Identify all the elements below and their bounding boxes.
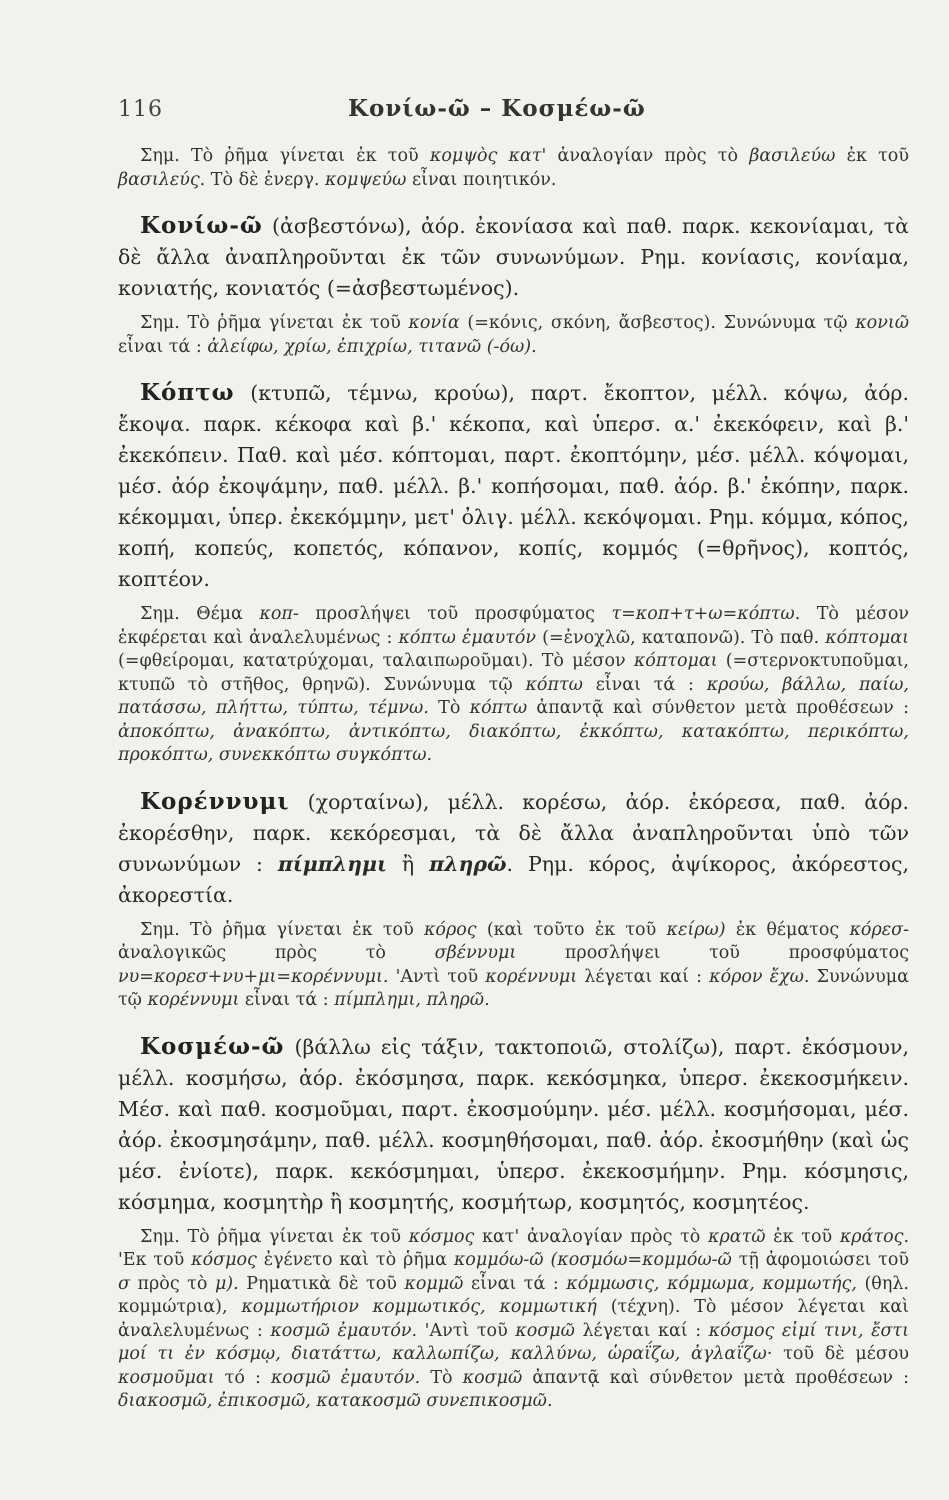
text: ἀπαντᾷ καὶ σύνθετον μετὰ προθέσεων : <box>527 698 909 718</box>
text: ἀπαντᾷ καὶ σύνθετον μετὰ προθέσεων : <box>522 1367 909 1388</box>
italic-text: κομψεύω <box>325 169 407 190</box>
italic-text: κράτος <box>839 1226 904 1247</box>
text: προσλήψει τοῦ προσφύματος <box>516 943 910 963</box>
bold-italic-text: πληρῶ <box>429 851 507 876</box>
italic-text: κρούω, βάλλω, παίω, πατάσσω, πλήττω, τύπτω, τέμνω. <box>118 674 909 718</box>
text: 'Αντὶ τοῦ <box>417 1320 516 1341</box>
italic-text: νυ=κορεσ+νυ+μι=κορέννυμι. <box>118 966 389 987</box>
entry-korennymi <box>118 786 909 911</box>
text: . Τὸ μέσον ἐκφέρεται καὶ ἀναλελυμένως : <box>118 604 909 648</box>
italic-text: τ=κοπ+τ+ω=κόπτω <box>611 604 795 624</box>
text: (θηλ. κομμώτρια), <box>118 1273 909 1317</box>
entry-konio <box>118 210 909 304</box>
entry-kosmeo <box>118 1031 909 1218</box>
italic-text: κόρος <box>423 919 477 940</box>
lemma: Κοσμέω-ῶ <box>140 1032 285 1060</box>
text: . 'Εκ τοῦ <box>118 1226 910 1270</box>
text: (=φθείρομαι, κατατρύχομαι, ταλαιπωροῦμαι). Τὸ μέσον <box>118 651 634 671</box>
entry-body: (ἀσβεστόνω), ἀόρ. ἐκονίασα καὶ παθ. παρκ. κεκονίαμαι, τὰ δὲ ἄλλα ἀναπληροῦνται ἐκ τῶν συνωνύμων. Ρημ. κονίασις, κονίαμα, κονιατής, κονιατός (=ἀσβεστωμένος). <box>118 214 909 300</box>
text: Σημ. Τὸ ῥῆμα γίνεται ἐκ τοῦ <box>140 1226 409 1247</box>
italic-text: διακοσμῶ, ἐπικοσμῶ, κατακοσμῶ συνεπικοσμῶ. <box>118 1391 553 1411</box>
italic-text: κόπτω ἐμαυτόν <box>398 627 537 648</box>
italic-text: κόπτω <box>525 674 583 695</box>
entry-body: ἢ <box>386 851 430 876</box>
italic-text: κομμωτήριον κομμωτικός, κομμωτική <box>241 1297 597 1317</box>
text: Τὸ <box>420 1367 463 1388</box>
italic-text: κονιῶ <box>855 313 909 333</box>
text: ἐκ τοῦ <box>765 1226 840 1247</box>
text: προσλήψει τοῦ προσφύματος <box>298 604 612 624</box>
text: Συνώνυμα τῷ <box>118 966 909 1010</box>
lemma: Κορέννυμι <box>140 787 290 815</box>
italic-text: κοπ- <box>259 604 299 624</box>
lemma: Κόπτω <box>140 379 235 406</box>
italic-text: κομψὸς κατ' <box>429 146 547 166</box>
text: τοῦ δὲ μέσου <box>772 1344 909 1364</box>
text: (=στερνοκτυποῦμαι, κτυπῶ τὸ στῆθος, θρηνῶ). Συνώνυμα τῷ <box>118 651 909 695</box>
text: κατ' ἀναλογίαν πρὸς τὸ <box>474 1226 709 1247</box>
italic-text: σβέννυμι <box>434 943 517 963</box>
italic-text: κόσμος <box>191 1250 257 1270</box>
text: (καὶ τοῦτο ἐκ τοῦ <box>476 919 667 940</box>
note-kompseuo <box>118 145 909 192</box>
text: (τέχνη). Τὸ μέσον λέγεται καὶ ἀναλελυμένως : <box>118 1297 910 1341</box>
italic-text: κοσμῶ <box>515 1320 575 1341</box>
italic-text: κόσμος εἰμί τινι, ἔστι μοί τι ἐν κόσμῳ, διατάττω, καλλωπίζω, καλλύνω, ὡραΐζω, ἀγλαΐζω· <box>118 1320 909 1364</box>
italic-text: κόπτομαι <box>633 651 718 671</box>
italic-text: βασιλεύω <box>749 146 836 166</box>
italic-text: κορέννυμι <box>485 966 578 987</box>
note-kopto <box>118 603 909 768</box>
italic-text: κρατῶ <box>708 1226 766 1247</box>
italic-text: κομμῶ <box>404 1273 464 1294</box>
text: τό : <box>214 1367 271 1388</box>
italic-text: ἀλείφω, χρίω, ἐπιχρίω, τιτανῶ (-όω). <box>207 336 537 357</box>
text: ἐγένετο καὶ τὸ ῥῆμα <box>256 1250 454 1270</box>
italic-text: κοσμοῦμαι <box>118 1367 215 1388</box>
italic-text: βασιλεύς <box>118 169 200 190</box>
italic-text: κόρεσ- <box>849 919 909 940</box>
text: εἶναι τά : <box>118 336 208 357</box>
text: Σημ. Τὸ ῥῆμα γίνεται ἐκ τοῦ <box>140 146 430 166</box>
entry-body: (βάλλω εἰς τάξιν, τακτοποιῶ, στολίζω), παρτ. ἐκόσμουν, μέλλ. κοσμήσω, ἀόρ. ἐκόσμησα, παρκ. κεκόσμηκα, ὑπερσ. ἐκεκοσμήκειν. Μέσ. καὶ παθ. κοσμοῦμαι, παρτ. ἐκοσμούμην. μέσ. μέλλ. κοσμήσομαι, μέσ. ἀόρ. ἐκοσμησάμην, παθ. μέλλ. κοσμηθήσομαι, παθ. ἀόρ. ἐκοσμήθην (καὶ ὡς μέσ. ἐνίοτε), παρκ. κεκόσμημαι, ὑπερσ. ἐκεκοσμήμην. Ρημ. κόσμησις, κόσμημα, κοσμητὴρ ἢ κοσμητής, κοσμήτωρ, κοσμητός, κοσμητέος. <box>118 1034 909 1214</box>
italic-text: κόπτομαι <box>825 627 909 648</box>
running-head: Κονίω-ῶ – Κοσμέω-ῶ <box>348 95 646 122</box>
italic-text: κομμόω-ῶ (κοσμόω=κομμόω-ῶ <box>453 1250 732 1270</box>
text: 'Αντὶ τοῦ <box>388 966 486 987</box>
text: τῇ ἀφομοιώσει τοῦ <box>731 1250 909 1270</box>
bold-italic-text: πίμπλημι <box>277 851 387 876</box>
page-header <box>118 95 909 131</box>
text: Σημ. Θέμα <box>140 604 260 624</box>
text: εἶναι τά : <box>239 990 335 1010</box>
lemma: Κονίω-ῶ <box>140 212 263 239</box>
text: (=κόνις, σκόνη, ἄσβεστος). Συνώνυμα τῷ <box>459 313 856 333</box>
italic-text: κορέννυμι <box>147 990 240 1010</box>
italic-text: σ <box>118 1273 130 1294</box>
text: (=ἐνοχλῶ, καταπονῶ). Τὸ παθ. <box>536 627 826 648</box>
note-kosmeo <box>118 1226 909 1414</box>
text: εἶναι τά : <box>463 1273 567 1294</box>
text: λέγεται καί : <box>574 1320 709 1341</box>
text: εἶναι ποιητικόν. <box>406 169 557 190</box>
entry-body: . Ρημ. κόρος, ἀψίκορος, ἀκόρεστος, ἀκορεστία. <box>118 851 910 907</box>
text: ἀναλογικῶς πρὸς τὸ <box>118 943 435 963</box>
italic-text: μ). <box>214 1273 239 1294</box>
italic-text: κοσμῶ <box>462 1367 523 1388</box>
italic-text: κόσμος <box>408 1226 475 1247</box>
text: πρὸς τὸ <box>129 1273 215 1294</box>
text: εἶναι τά : <box>582 674 707 695</box>
entry-kopto <box>118 377 909 595</box>
text: Τὸ <box>428 698 470 718</box>
entry-body: (κτυπῶ, τέμνω, κρούω), παρτ. ἔκοπτον, μέλλ. κόψω, ἀόρ. ἔκοψα. παρκ. κέκοφα καὶ β.' κέκοπα, καὶ ὑπερσ. α.' ἐκεκόφειν, καὶ β.' ἐκεκόπειν. Παθ. καὶ μέσ. κόπτομαι, παρτ. ἐκοπτόμην, μέσ. μέλλ. κόψομαι, μέσ. ἀόρ ἐκοψάμην, παθ. μέλλ. β.' κοπήσομαι, παθ. ἀόρ. β.' ἐκόπην, παρκ. κέκομμαι, ὑπερ. ἐκεκόμμην, μετ' ὀλιγ. μέλλ. κεκόψομαι. Ρημ. κόμμα, κόπος, κοπή, κοπεύς, κοπετός, κόπανον, κοπίς, κομμός (=θρῆνος), κοπτός, κοπτέον. <box>118 381 909 591</box>
text: λέγεται καί : <box>577 966 710 987</box>
italic-text: κονία <box>408 313 460 333</box>
page-number: 116 <box>118 97 163 122</box>
italic-text: κόρον ἔχω. <box>709 966 810 987</box>
note-korennymi <box>118 919 909 1013</box>
entry-body: (χορταίνω), μέλλ. κορέσω, ἀόρ. ἐκόρεσα, παθ. ἀόρ. ἐκορέσθην, παρκ. κεκόρεσμαι, τὰ δὲ ἄλλα ἀναπληροῦνται ὑπὸ τῶν συνωνύμων : <box>118 789 909 876</box>
text: ἐκ τοῦ <box>835 146 909 166</box>
italic-text: κόμμωσις, κόμμωμα, κομμωτής, <box>566 1273 857 1294</box>
note-konio <box>118 312 909 359</box>
text: Ρηματικὰ δὲ τοῦ <box>238 1273 405 1294</box>
italic-text: κόπτω <box>469 698 528 718</box>
italic-text: κείρω) <box>666 919 726 940</box>
italic-text: ἀποκόπτω, ἀνακόπτω, ἀντικόπτω, διακόπτω, ἐκκόπτω, κατακόπτω, περικόπτω, προκόπτω, συνεκκόπτω συγκόπτω. <box>118 721 909 765</box>
italic-text: κοσμῶ ἐμαυτόν. <box>270 1367 421 1388</box>
text: Σημ. Τὸ ῥῆμα γίνεται ἐκ τοῦ <box>140 919 424 940</box>
italic-text: κοσμῶ ἐμαυτόν. <box>270 1320 418 1341</box>
text: ἀναλογίαν πρὸς τὸ <box>546 146 750 166</box>
text: . Τὸ δὲ ἐνεργ. <box>199 169 326 190</box>
italic-text: πίμπλημι, πληρῶ. <box>334 990 490 1010</box>
text: Σημ. Τὸ ῥῆμα γίνεται ἐκ τοῦ <box>140 313 409 333</box>
text: ἐκ θέματος <box>725 919 850 940</box>
